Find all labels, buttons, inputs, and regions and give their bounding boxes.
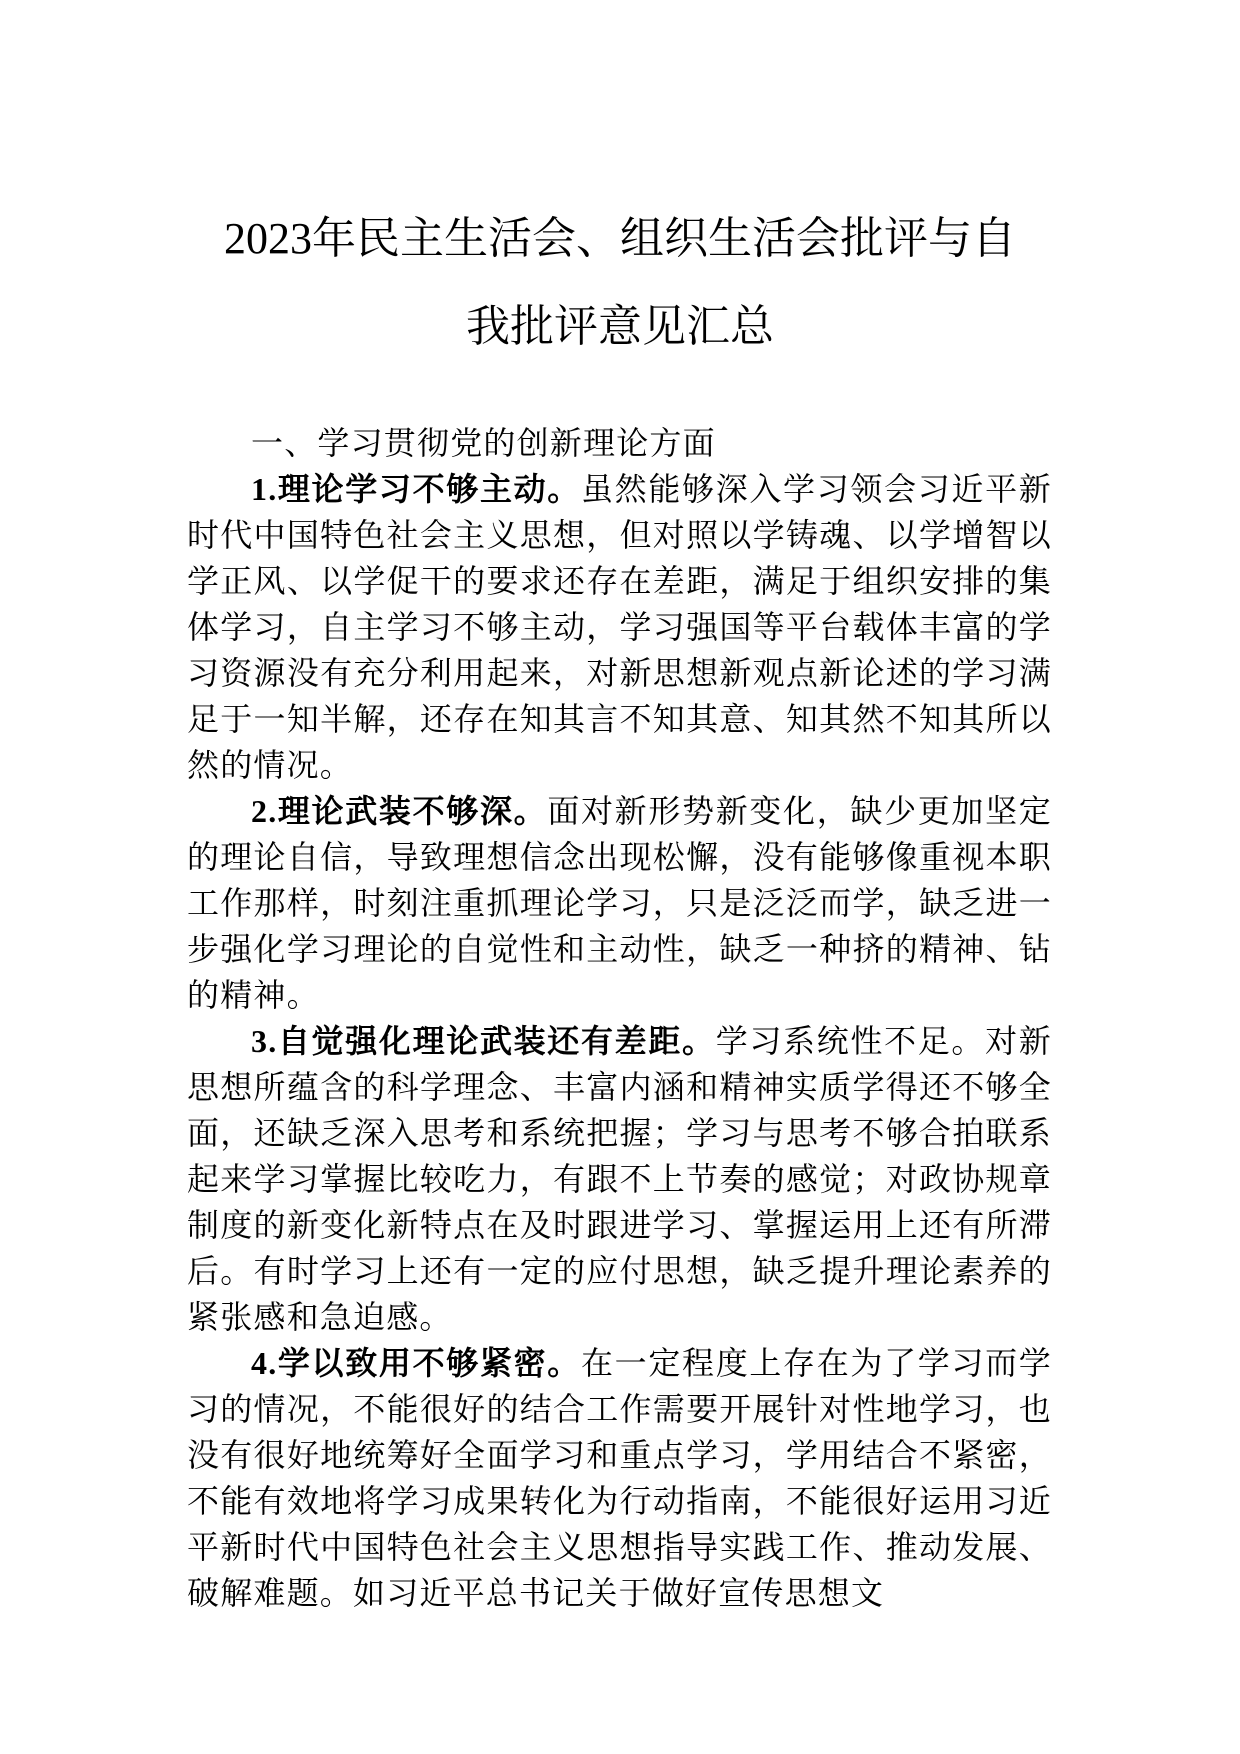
item-text: 虽然能够深入学习领会习近平新时代中国特色社会主义思想，但对照以学铸魂、以学增智以学正风、以学促干的要求还存在差距，满足于组织安排的集体学习，自主学习不够主动，学习强国等平台载体丰富的学习资源没有充分利用起来，对新思想新观点新论述的学习满足于一知半解，还存在知其言不知其意、知其然不知其所以然的情况。 bbox=[187, 470, 1052, 784]
item-number: 4. bbox=[251, 1345, 278, 1381]
item-number: 2. bbox=[251, 793, 278, 829]
item-text: 学习系统性不足。对新思想所蕴含的科学理念、丰富内涵和精神实质学得还不够全面，还缺乏深入思考和系统把握；学习与思考不够合拍联系起来学习掌握比较吃力，有跟不上节奏的感觉；对政协规章制度的新变化新特点在及时跟进学习、掌握运用上还有所滞后。有时学习上还有一定的应付思想，缺乏提升理论素养的紧张感和急迫感。 bbox=[187, 1022, 1052, 1336]
document-body bbox=[187, 420, 1052, 1616]
item-text: 在一定程度上存在为了学习而学习的情况，不能很好的结合工作需要开展针对性地学习，也没有很好地统筹好全面学习和重点学习，学用结合不紧密，不能有效地将学习成果转化为行动指南，不能很好运用习近平新时代中国特色社会主义思想指导实践工作、推动发展、破解难题。如习近平总书记关于做好宣传思想文 bbox=[187, 1344, 1052, 1612]
item-number: 1. bbox=[251, 471, 278, 507]
title-line1-text: 年民主生活会、组织生活会批评与自 bbox=[312, 213, 1016, 264]
item-paragraph-1 bbox=[187, 466, 1052, 788]
item-paragraph-2 bbox=[187, 788, 1052, 1018]
item-heading: 自觉强化理论武装还有差距。 bbox=[277, 1022, 716, 1060]
item-heading: 理论学习不够主动。 bbox=[277, 470, 581, 508]
item-heading: 理论武装不够深。 bbox=[277, 792, 548, 830]
item-paragraph-3 bbox=[187, 1018, 1052, 1340]
section-heading: 一、学习贯彻党的创新理论方面 bbox=[251, 424, 716, 462]
title-year: 2023 bbox=[224, 214, 312, 263]
item-paragraph-4 bbox=[187, 1340, 1052, 1616]
item-heading: 学以致用不够紧密。 bbox=[277, 1344, 581, 1382]
title-line2: 我批评意见汇总 bbox=[466, 301, 774, 352]
item-text: 面对新形势新变化，缺少更加坚定的理论自信，导致理想信念出现松懈，没有能够像重视本职工作那样，时刻注重抓理论学习，只是泛泛而学，缺乏进一步强化学习理论的自觉性和主动性，缺乏一种挤的精神、钻的精神。 bbox=[187, 792, 1052, 1014]
item-number: 3. bbox=[251, 1023, 278, 1059]
document-title bbox=[150, 195, 1090, 371]
